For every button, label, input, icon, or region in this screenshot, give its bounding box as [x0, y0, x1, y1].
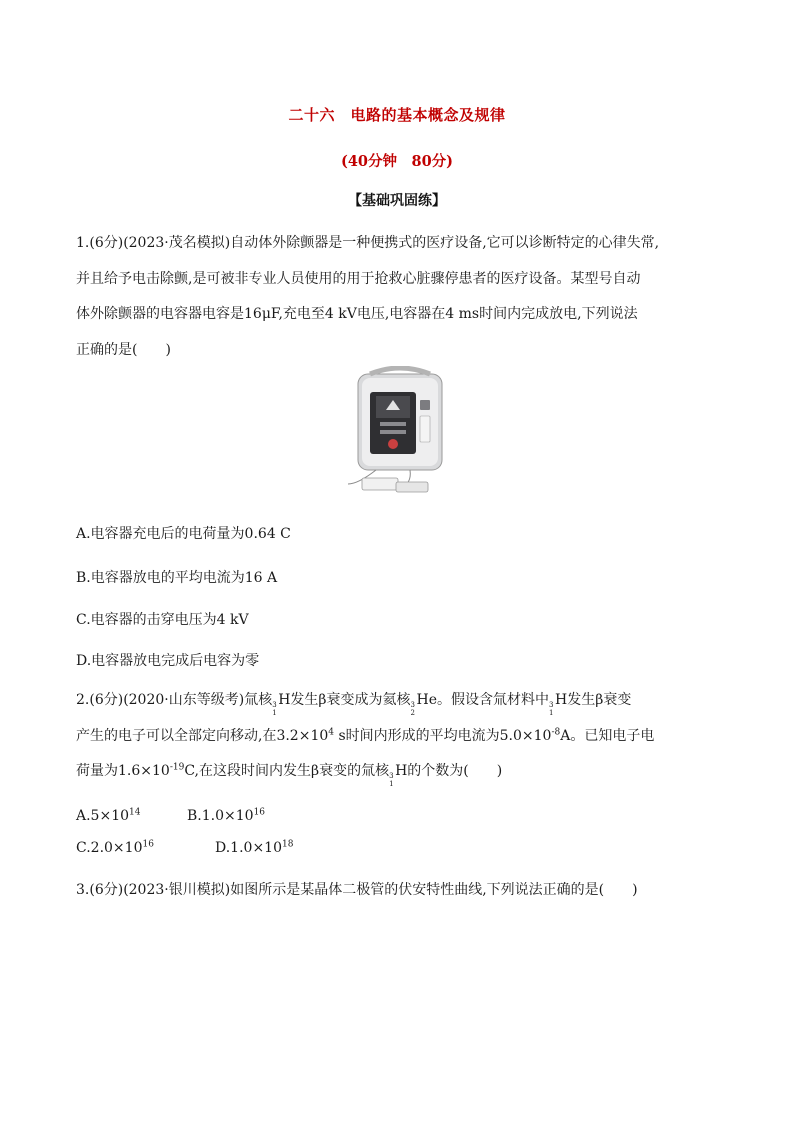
option-d: D.电容器放电完成后电容为零 — [76, 653, 260, 669]
question-2-line-3: 荷量为$1.6\times 10^{-19}C$,在这段时间内发生β衰变的氚核 3 1 H的个数为( ) — [76, 762, 503, 788]
question-2-line-1: 2.(6分)(2020·山东等级考)氚核 3 1 H发生β衰变成为氦核 3 2 He。假设含氚材料中 3 1 H发生β衰变 — [76, 692, 632, 717]
question-3-line: 3.(6分)(2023·银川模拟)如图所示是某晶体二极管的伏安特性曲线,下列说法正确的是( ) — [76, 882, 638, 898]
option-a: $A.5\times 10^{14}$ — [76, 807, 141, 824]
option-c: C.电容器的击穿电压为4 kV — [76, 612, 249, 628]
question-1-stem — [76, 226, 726, 368]
time-score-subtitle: (40分钟 80分) — [340, 153, 454, 170]
question-1-line: 体外除颤器的电容器电容是16μF,充电至4 kV电压,电容器在4 ms时间内完成放电,下列说法 — [76, 306, 638, 322]
section-heading: 【基础巩固练】 — [348, 193, 446, 209]
option-b: B.电容器放电的平均电流为16 A — [76, 570, 278, 586]
option-c: $C.2.0\times 10^{16}$ — [76, 839, 154, 856]
option-d: $D.1.0\times 10^{18}$ — [215, 839, 294, 856]
option-a: A.电容器充电后的电荷量为0.64 C — [76, 526, 291, 542]
question-2-stem — [76, 683, 726, 790]
question-1-line: 1.(6分)(2023·茂名模拟)自动体外除颤器是一种便携式的医疗设备,它可以诊断特定的心律失常, — [76, 235, 660, 251]
question-3-stem — [76, 873, 726, 909]
option-b: $B.1.0\times 10^{16}$ — [187, 807, 266, 824]
question-2-line-2: 产生的电子可以全部定向移动,在$3.2\times 10^4$ s时间内形成的平均电流为$5.0\times 10^{-8}A$。已知电子电 — [76, 726, 655, 744]
question-1-line: 正确的是( ) — [76, 341, 171, 358]
defibrillator-image — [340, 366, 452, 496]
page-title: 二十六 电路的基本概念及规律 — [288, 106, 506, 124]
question-1-line: 并且给予电击除颤,是可被非专业人员使用的用于抢救心脏骤停患者的医疗设备。某型号自动 — [76, 270, 641, 287]
